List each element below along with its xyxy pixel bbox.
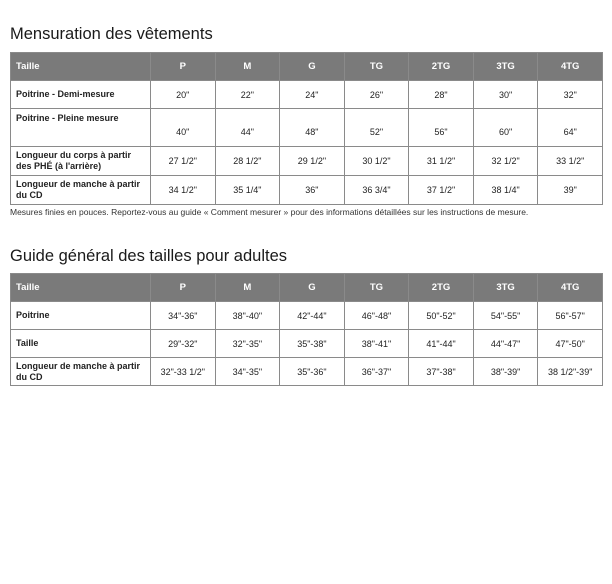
table-cell: 35 1/4" xyxy=(215,176,280,205)
row-label: Taille xyxy=(11,330,151,358)
table-cell: 20" xyxy=(151,81,216,109)
size-header: M xyxy=(215,274,280,302)
table-header-row xyxy=(11,274,603,302)
table-cell: 29 1/2" xyxy=(280,147,345,176)
table-cell: 28" xyxy=(409,81,474,109)
size-guide-title: Guide général des tailles pour adultes xyxy=(10,247,288,265)
size-header-label: Taille xyxy=(11,274,151,302)
table-row xyxy=(11,109,603,147)
table-cell: 32 1/2" xyxy=(473,147,538,176)
table-cell: 41"-44" xyxy=(409,330,474,358)
table-cell: 54"-55" xyxy=(473,302,538,330)
size-header: 4TG xyxy=(538,53,603,81)
table-cell: 47"-50" xyxy=(538,330,603,358)
table-cell: 33 1/2" xyxy=(538,147,603,176)
table-cell: 50"-52" xyxy=(409,302,474,330)
table-cell: 28 1/2" xyxy=(215,147,280,176)
table-cell: 35"-38" xyxy=(280,330,345,358)
table-cell: 39" xyxy=(538,176,603,205)
table-cell: 40" xyxy=(151,109,216,147)
table-cell: 38"-40" xyxy=(215,302,280,330)
size-header: G xyxy=(280,274,345,302)
table-row xyxy=(11,176,603,205)
table-row xyxy=(11,147,603,176)
table-cell: 38"-41" xyxy=(344,330,409,358)
table-cell: 37 1/2" xyxy=(409,176,474,205)
size-header: M xyxy=(215,53,280,81)
table-cell: 31 1/2" xyxy=(409,147,474,176)
table-row xyxy=(11,358,603,386)
measurements-table xyxy=(10,52,603,205)
table-cell: 36 3/4" xyxy=(344,176,409,205)
table-cell: 46"-48" xyxy=(344,302,409,330)
table-cell: 35"-36" xyxy=(280,358,345,386)
table-cell: 36"-37" xyxy=(344,358,409,386)
table-header-row xyxy=(11,53,603,81)
table-cell: 34 1/2" xyxy=(151,176,216,205)
row-label: Longueur de manche à partir du CD xyxy=(11,176,151,205)
table-cell: 38 1/4" xyxy=(473,176,538,205)
size-guide-table xyxy=(10,273,603,386)
size-header: P xyxy=(151,53,216,81)
size-header: TG xyxy=(344,53,409,81)
table-cell: 36" xyxy=(280,176,345,205)
measurements-title: Mensuration des vêtements xyxy=(10,25,213,43)
table-row xyxy=(11,81,603,109)
table-cell: 60" xyxy=(473,109,538,147)
size-header: TG xyxy=(344,274,409,302)
size-header: G xyxy=(280,53,345,81)
table-cell: 48" xyxy=(280,109,345,147)
row-label: Longueur du corps à partir des PHÉ (à l'arrière) xyxy=(11,147,151,176)
table-row xyxy=(11,330,603,358)
size-header: P xyxy=(151,274,216,302)
table-cell: 34"-36" xyxy=(151,302,216,330)
size-header: 2TG xyxy=(409,274,474,302)
table-cell: 38 1/2"-39" xyxy=(538,358,603,386)
table-row xyxy=(11,302,603,330)
table-cell: 27 1/2" xyxy=(151,147,216,176)
table-cell: 44"-47" xyxy=(473,330,538,358)
table-cell: 64" xyxy=(538,109,603,147)
table-cell: 26" xyxy=(344,81,409,109)
table-cell: 42"-44" xyxy=(280,302,345,330)
table-cell: 44" xyxy=(215,109,280,147)
table-cell: 30" xyxy=(473,81,538,109)
row-label: Poitrine - Demi-mesure xyxy=(11,81,151,109)
table-cell: 29"-32" xyxy=(151,330,216,358)
size-header: 2TG xyxy=(409,53,474,81)
size-header: 4TG xyxy=(538,274,603,302)
measurement-note: Mesures finies en pouces. Reportez-vous au guide « Comment mesurer » pour des informations détaillées sur les instructions de mesure. xyxy=(10,207,529,217)
table-cell: 30 1/2" xyxy=(344,147,409,176)
table-cell: 56"-57" xyxy=(538,302,603,330)
row-label: Poitrine - Pleine mesure xyxy=(11,109,151,147)
table-cell: 32"-33 1/2" xyxy=(151,358,216,386)
table-cell: 32" xyxy=(538,81,603,109)
table-cell: 37"-38" xyxy=(409,358,474,386)
table-cell: 38"-39" xyxy=(473,358,538,386)
table-cell: 22" xyxy=(215,81,280,109)
row-label: Longueur de manche à partir du CD xyxy=(11,358,151,386)
table-cell: 24" xyxy=(280,81,345,109)
size-header: 3TG xyxy=(473,53,538,81)
row-label: Poitrine xyxy=(11,302,151,330)
table-cell: 52" xyxy=(344,109,409,147)
table-cell: 56" xyxy=(409,109,474,147)
size-header-label: Taille xyxy=(11,53,151,81)
table-cell: 34"-35" xyxy=(215,358,280,386)
size-header: 3TG xyxy=(473,274,538,302)
table-cell: 32"-35" xyxy=(215,330,280,358)
